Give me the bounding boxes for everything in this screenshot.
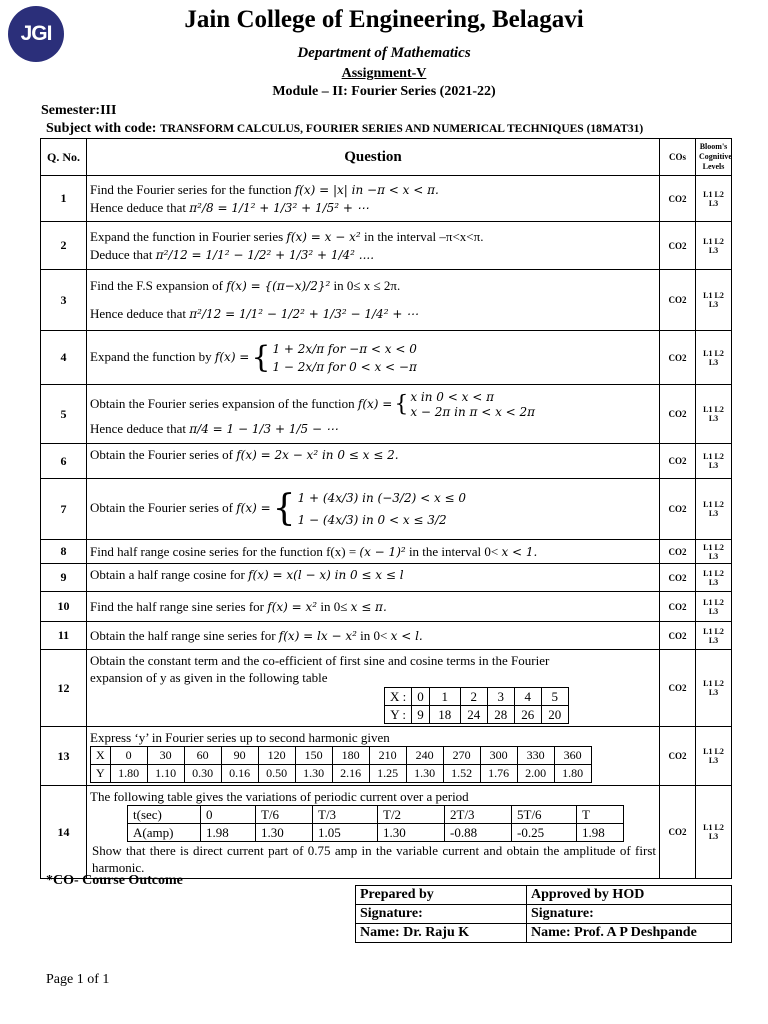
question-text — [87, 270, 660, 331]
table-cell: 0 — [110, 747, 147, 765]
table-row-label: Y — [91, 765, 111, 783]
question-number: 5 — [41, 385, 87, 444]
equation: f(x) = — [357, 396, 393, 411]
name-left: Name: Dr. Raju K — [356, 924, 527, 943]
table-cell: 1.30 — [406, 765, 443, 783]
question-number: 8 — [41, 540, 87, 564]
question-line: Express ‘y’ in Fourier series up to second harmonic given — [90, 730, 390, 745]
question-number: 4 — [41, 331, 87, 385]
table-cell: 2.00 — [517, 765, 554, 783]
header-cos: COs — [660, 139, 696, 176]
case-line: 1 + (4x/3) in (−3/2) < x ≤ 0 — [297, 491, 467, 505]
left-brace: { — [394, 392, 409, 417]
co-cell: CO2 — [660, 592, 696, 622]
level-cell: L1 L2 L3 — [696, 222, 732, 270]
piecewise-cases — [298, 487, 466, 531]
question-number: 3 — [41, 270, 87, 331]
question-text — [87, 331, 660, 385]
level-cell: L1 L2 L3 — [696, 540, 732, 564]
question-row-4 — [41, 331, 732, 385]
co-cell: CO2 — [660, 270, 696, 331]
table-cell: 2.16 — [332, 765, 369, 783]
question-text — [87, 444, 660, 479]
question-line: The following table gives the variations of periodic current over a period — [90, 789, 469, 804]
table-row-label: A(amp) — [128, 824, 201, 842]
question-text — [87, 540, 660, 564]
level-cell: L1 L2 L3 — [696, 592, 732, 622]
question-row-9 — [41, 564, 732, 592]
signature-left: Signature: — [356, 905, 527, 924]
left-brace: { — [251, 339, 271, 375]
table-cell: 360 — [554, 747, 591, 765]
subject-label: Subject with code: — [46, 121, 160, 136]
question-line: in the interval 0< — [405, 543, 502, 559]
table-cell: 0.50 — [258, 765, 295, 783]
question-line: Hence deduce that — [90, 306, 190, 321]
equation: x < l. — [390, 628, 423, 643]
assignment-title: Assignment-V — [341, 66, 427, 81]
piecewise-cases — [272, 340, 416, 376]
equation: f(x) = — [236, 500, 271, 515]
co-cell: CO2 — [660, 385, 696, 444]
header-question: Question — [87, 139, 660, 176]
table-row — [91, 765, 592, 783]
co-cell: CO2 — [660, 479, 696, 540]
question-line: Find the half range sine series for — [90, 598, 268, 614]
question-number: 1 — [41, 176, 87, 222]
questions-table — [40, 138, 732, 879]
subject-value: TRANSFORM CALCULUS, FOURIER SERIES AND NUMERICAL TECHNIQUES (18MAT31) — [159, 123, 644, 135]
equation: (x − 1)² — [359, 544, 406, 559]
table-cell: 210 — [369, 747, 406, 765]
table-row — [385, 688, 569, 706]
table-cell: 1.30 — [256, 824, 313, 842]
left-brace: { — [272, 488, 296, 529]
table-row — [91, 747, 592, 765]
equation: f(x) = |x| in −π < x < π. — [294, 182, 439, 197]
question-number: 9 — [41, 564, 87, 592]
table-cell: 1.98 — [577, 824, 624, 842]
data-table-14 — [127, 805, 624, 842]
case-line: 1 + 2x/π for −π < x < 0 — [272, 341, 417, 356]
question-number: 10 — [41, 592, 87, 622]
module-title: Module – II: Fourier Series (2021-22) — [272, 84, 496, 99]
table-cell: 18 — [429, 706, 460, 724]
course-outcome-note: *CO- Course Outcome — [46, 873, 183, 888]
question-text — [87, 622, 660, 650]
question-number: 12 — [41, 650, 87, 727]
equation: π²/12 = 1/1² − 1/2² + 1/3² + 1/4² .... — [155, 247, 375, 262]
question-row-7 — [41, 479, 732, 540]
question-line: Expand the function in Fourier series — [90, 228, 287, 244]
table-row-label: X : — [385, 688, 412, 706]
question-row-14 — [41, 786, 732, 879]
table-cell: 0 — [201, 806, 256, 824]
equation: f(x) = x² — [267, 599, 318, 614]
header-blooms: Bloom's Cognitive Levels — [696, 139, 732, 176]
co-cell: CO2 — [660, 650, 696, 727]
table-cell: 20 — [541, 706, 568, 724]
co-cell: CO2 — [660, 786, 696, 879]
table-cell: 24 — [460, 706, 487, 724]
table-cell: 2 — [460, 688, 487, 706]
table-cell: T — [577, 806, 624, 824]
question-text — [87, 727, 660, 786]
table-cell: 90 — [221, 747, 258, 765]
question-row-13 — [41, 727, 732, 786]
equation: π²/12 = 1/1² − 1/2² + 1/3² − 1/4² + ⋯ — [189, 307, 419, 321]
table-cell: 1.30 — [295, 765, 332, 783]
table-row — [385, 706, 569, 724]
question-text — [87, 592, 660, 622]
case-line: x − 2π in π < x < 2π — [410, 405, 536, 419]
table-cell: T/2 — [378, 806, 445, 824]
level-cell: L1 L2 L3 — [696, 270, 732, 331]
question-number: 2 — [41, 222, 87, 270]
equation: x ≤ π. — [350, 599, 387, 614]
table-cell: T/3 — [313, 806, 378, 824]
question-line: Deduce that — [90, 246, 156, 262]
question-line: Find the Fourier series for the function — [90, 181, 295, 197]
question-line: Obtain the constant term and the co-efficient of first sine and cosine terms in the Fourier — [90, 653, 550, 668]
table-cell: 1.80 — [110, 765, 147, 783]
question-line: Obtain a half range cosine for — [90, 567, 249, 582]
question-row-10 — [41, 592, 732, 622]
table-cell: 5 — [541, 688, 568, 706]
table-cell: 1.10 — [147, 765, 184, 783]
equation: x < 1. — [501, 544, 538, 559]
table-row — [356, 886, 732, 905]
table-cell: 9 — [412, 706, 430, 724]
department-title: Department of Mathematics — [297, 45, 471, 61]
table-row — [128, 806, 624, 824]
question-row-3 — [41, 270, 732, 331]
question-row-2 — [41, 222, 732, 270]
table-cell: 26 — [514, 706, 541, 724]
table-cell: 0 — [412, 688, 430, 706]
level-cell: L1 L2 L3 — [696, 650, 732, 727]
piecewise-cases — [410, 390, 535, 420]
question-row-5 — [41, 385, 732, 444]
table-cell: 1.76 — [480, 765, 517, 783]
question-line: Hence deduce that — [90, 421, 190, 436]
equation: π/4 = 1 − 1/3 + 1/5 − ⋯ — [189, 422, 338, 436]
equation: f(x) = x − x² — [286, 229, 361, 244]
question-row-12 — [41, 650, 732, 727]
question-line: Show that there is direct current part of 0.75 amp in the variable current and obtain the amplitude of first harmonic. — [92, 843, 656, 875]
table-cell: 3 — [487, 688, 514, 706]
data-table-13 — [90, 746, 592, 783]
question-line: Hence deduce that — [90, 199, 190, 215]
co-cell: CO2 — [660, 727, 696, 786]
case-line: 1 − (4x/3) in 0 < x ≤ 3/2 — [297, 513, 447, 527]
data-table-12 — [384, 687, 569, 724]
name-right: Name: Prof. A P Deshpande — [527, 924, 732, 943]
table-row — [356, 905, 732, 924]
table-cell: 1.80 — [554, 765, 591, 783]
table-cell: 1.25 — [369, 765, 406, 783]
co-cell: CO2 — [660, 331, 696, 385]
table-cell: 1.05 — [313, 824, 378, 842]
level-cell: L1 L2 L3 — [696, 331, 732, 385]
table-cell: 30 — [147, 747, 184, 765]
table-cell: 120 — [258, 747, 295, 765]
question-number: 11 — [41, 622, 87, 650]
table-cell: 0.16 — [221, 765, 258, 783]
question-line: Obtain the half range sine series for — [90, 627, 279, 643]
co-cell: CO2 — [660, 540, 696, 564]
case-line: x in 0 < x < π — [410, 390, 494, 404]
question-text — [87, 479, 660, 540]
question-number: 6 — [41, 444, 87, 479]
table-cell: 240 — [406, 747, 443, 765]
level-cell: L1 L2 L3 — [696, 444, 732, 479]
signature-right: Signature: — [527, 905, 732, 924]
question-text — [87, 176, 660, 222]
table-cell: 0.30 — [184, 765, 221, 783]
approved-by-label: Approved by HOD — [527, 886, 732, 905]
semester-label: Semester:III — [41, 103, 117, 118]
level-cell: L1 L2 L3 — [696, 176, 732, 222]
question-row-8 — [41, 540, 732, 564]
subject-line — [46, 121, 643, 137]
level-cell: L1 L2 L3 — [696, 564, 732, 592]
table-cell: 28 — [487, 706, 514, 724]
question-text — [87, 786, 660, 879]
page-number: Page 1 of 1 — [46, 972, 110, 987]
co-cell: CO2 — [660, 622, 696, 650]
question-line: in 0≤ x ≤ 2π. — [330, 278, 401, 293]
table-row-label: t(sec) — [128, 806, 201, 824]
table-cell: 60 — [184, 747, 221, 765]
table-cell: T/6 — [256, 806, 313, 824]
question-number: 13 — [41, 727, 87, 786]
equation: f(x) = x(l − x) in 0 ≤ x ≤ l — [248, 568, 404, 582]
table-cell: 1.30 — [378, 824, 445, 842]
table-cell: 330 — [517, 747, 554, 765]
co-cell: CO2 — [660, 222, 696, 270]
question-line: Obtain the Fourier series of — [90, 447, 237, 462]
table-cell: 300 — [480, 747, 517, 765]
level-cell: L1 L2 L3 — [696, 786, 732, 879]
question-line: Expand the function by — [90, 348, 215, 364]
question-line: in the interval –π<x<π. — [360, 228, 484, 244]
table-row — [128, 824, 624, 842]
equation: f(x) = lx − x² — [278, 628, 357, 643]
table-cell: 270 — [443, 747, 480, 765]
table-row — [356, 924, 732, 943]
question-line: expansion of y as given in the following table — [90, 670, 328, 685]
logo-text: JGI — [20, 22, 52, 45]
table-cell: 4 — [514, 688, 541, 706]
table-cell: 1.98 — [201, 824, 256, 842]
question-number: 14 — [41, 786, 87, 879]
equation: f(x) = 2x − x² in 0 ≤ x ≤ 2. — [236, 448, 399, 462]
question-line: Obtain the Fourier series expansion of the function — [90, 395, 358, 411]
signature-table — [355, 885, 732, 943]
table-cell: 1.52 — [443, 765, 480, 783]
level-cell: L1 L2 L3 — [696, 727, 732, 786]
question-text — [87, 650, 660, 727]
co-cell: CO2 — [660, 176, 696, 222]
prepared-by-label: Prepared by — [356, 886, 527, 905]
equation: f(x) = {(π−x)/2}² — [226, 279, 331, 293]
question-row-1 — [41, 176, 732, 222]
co-cell: CO2 — [660, 444, 696, 479]
level-cell: L1 L2 L3 — [696, 479, 732, 540]
header-qno: Q. No. — [41, 139, 87, 176]
question-line: in 0≤ — [317, 598, 351, 614]
table-row-label: X — [91, 747, 111, 765]
question-line: Find half range cosine series for the function f(x) = — [90, 543, 360, 559]
equation: f(x) = — [214, 349, 250, 364]
case-line: 1 − 2x/π for 0 < x < −π — [272, 359, 417, 374]
question-line: in 0< — [356, 627, 391, 643]
question-line: Find the F.S expansion of — [90, 278, 227, 293]
table-cell: 5T/6 — [512, 806, 577, 824]
table-cell: -0.88 — [445, 824, 512, 842]
table-cell: 180 — [332, 747, 369, 765]
college-title: Jain College of Engineering, Belagavi — [184, 6, 584, 33]
table-row-label: Y : — [385, 706, 412, 724]
question-text — [87, 385, 660, 444]
table-cell: 2T/3 — [445, 806, 512, 824]
question-number: 7 — [41, 479, 87, 540]
question-text — [87, 222, 660, 270]
table-cell: 150 — [295, 747, 332, 765]
level-cell: L1 L2 L3 — [696, 622, 732, 650]
question-line: Obtain the Fourier series of — [90, 499, 237, 515]
question-row-11 — [41, 622, 732, 650]
question-text — [87, 564, 660, 592]
question-row-6 — [41, 444, 732, 479]
table-cell: -0.25 — [512, 824, 577, 842]
equation: π²/8 = 1/1² + 1/3² + 1/5² + ⋯ — [189, 200, 369, 215]
co-cell: CO2 — [660, 564, 696, 592]
level-cell: L1 L2 L3 — [696, 385, 732, 444]
table-header-row — [41, 139, 732, 176]
table-cell: 1 — [429, 688, 460, 706]
